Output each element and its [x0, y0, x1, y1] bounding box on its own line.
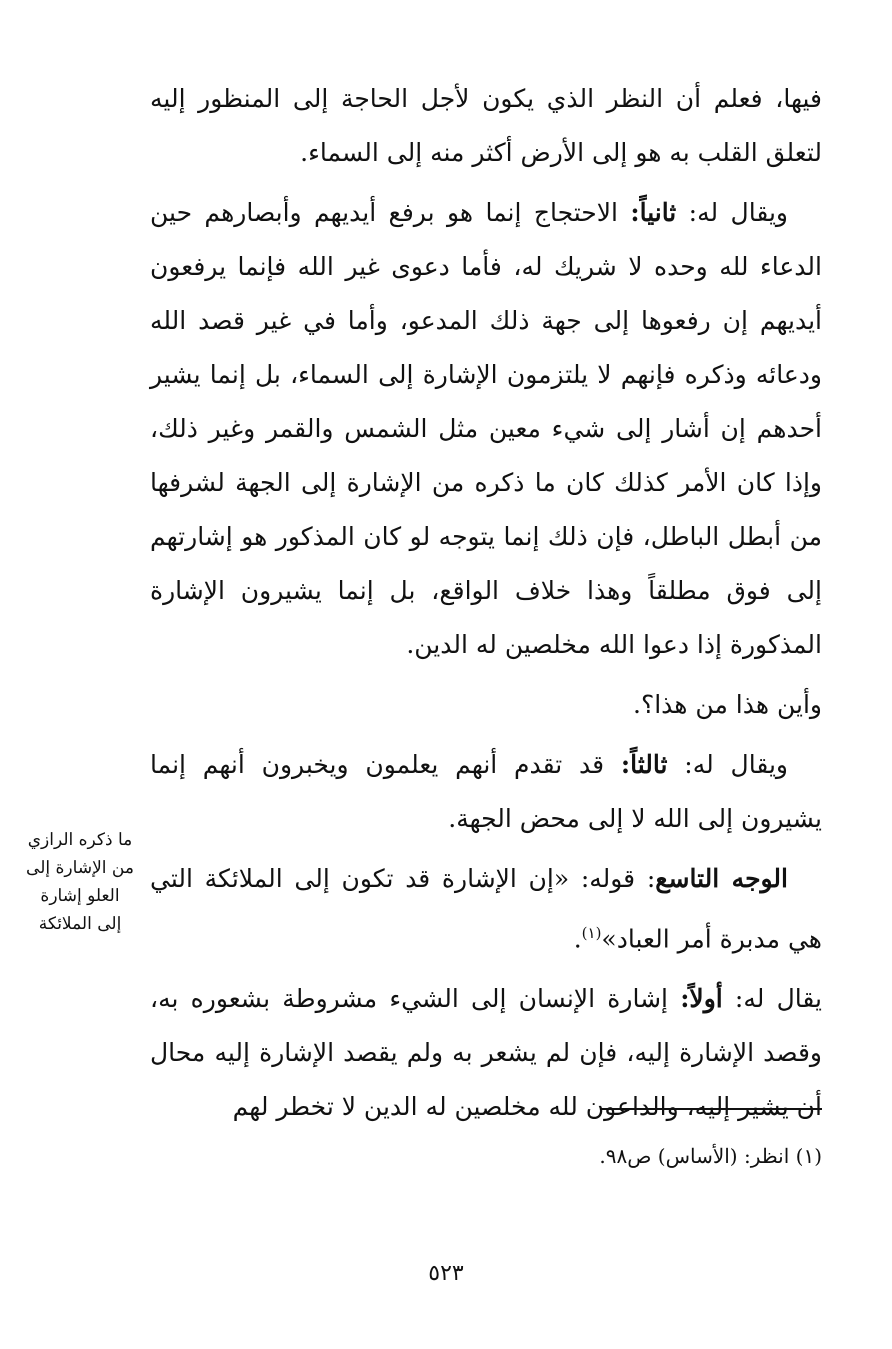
paragraph-5-label: الوجه التاسع	[655, 864, 788, 893]
paragraph-2-lead: ويقال له:	[676, 198, 788, 227]
footnote-reference[interactable]: (١)	[581, 924, 602, 942]
footnote-text: انظر: (الأساس) ص٩٨.	[599, 1144, 790, 1168]
page-number: ٥٢٣	[428, 1261, 464, 1286]
paragraph-3-text: وأين هذا من هذا؟.	[633, 690, 822, 719]
footnote-number: (١)	[795, 1144, 822, 1168]
paragraph-1	[150, 72, 822, 180]
paragraph-6-text: إشارة الإنسان إلى الشيء مشروطة بشعوره به، وقصد الإشارة إليه، فإن لم يشعر به ولم يقصد الإشارة إليه محال أن يشير إليه، والداعون لله مخلصين له الدين لا تخطر لهم	[150, 984, 822, 1122]
paragraph-5-end: .	[573, 924, 582, 954]
paragraph-2-text: الاحتجاج إنما هو برفع أيديهم وأبصارهم حين الدعاء لله وحده لا شريك له، فأما دعوى غير الله فإنما يرفعون أيديهم إن رفعوها إلى جهة ذلك المدعو، وأما في غير قصد الله ودعائه وذكره فإنهم لا يلتزمون الإشارة إلى السماء، بل إنما يشير أحدهم إن أشار إلى شيء معين مثل الشمس والقمر وغير ذلك، وإذا كان الأمر كذلك كان ما ذكره من الإشارة إلى الجهة لشرفها من أبطل الباطل، فإن ذلك إنما يتوجه لو كان المذكور هو إشارتهم إلى فوق مطلقاً وهذا خلاف الواقع، بل إنما يشيرون الإشارة المذكورة إذا دعوا الله مخلصين له الدين.	[150, 198, 822, 659]
paragraph-5-text: : قوله: «إن الإشارة قد تكون إلى الملائكة التي هي مدبرة أمر العباد»	[150, 864, 822, 954]
paragraph-5	[150, 852, 822, 966]
paragraph-4-lead: ويقال له:	[667, 750, 788, 779]
paragraph-6	[150, 972, 822, 1134]
margin-note: ما ذكره الرازي من الإشارة إلى العلو إشارة إلى الملائكة	[26, 830, 134, 934]
paragraph-4-text: قد تقدم أنهم يعلمون ويخبرون أنهم إنما يشيرون إلى الله لا إلى محض الجهة.	[150, 750, 822, 833]
paragraph-2-label: ثانياً:	[630, 198, 677, 227]
footnote-divider	[600, 1108, 822, 1110]
footnote	[450, 1140, 822, 1172]
paragraph-4-label: ثالثاً:	[620, 750, 668, 779]
paragraph-2	[150, 186, 822, 672]
paragraph-4	[150, 738, 822, 846]
main-text	[150, 72, 822, 1140]
paragraph-1-text: فيها، فعلم أن النظر الذي يكون لأجل الحاجة إلى المنظور إليه لتعلق القلب به هو إلى الأرض أكثر منه إلى السماء.	[150, 84, 822, 167]
paragraph-3	[150, 678, 822, 732]
paragraph-6-lead: يقال له:	[722, 984, 822, 1014]
paragraph-6-label: أولاً:	[680, 984, 723, 1014]
